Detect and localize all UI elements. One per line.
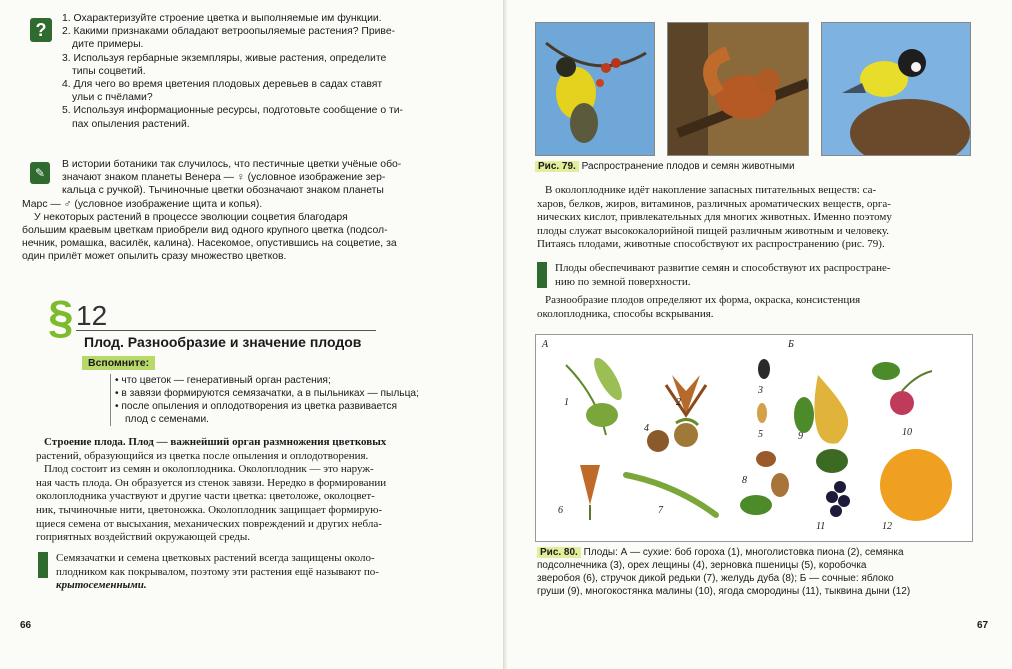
fig-number: 3 [758, 385, 763, 396]
fig-number: 9 [798, 431, 803, 442]
body-line: растений, образующийся из цветка после опыления и оплодотворения. [36, 449, 369, 462]
key-point-icon [38, 552, 48, 578]
fig79-caption-text: Распространение плодов и семян животными [581, 161, 795, 172]
section-sign: § [48, 291, 74, 343]
key-point-icon [537, 262, 547, 288]
fig-number: 12 [882, 521, 892, 532]
body-line: Строение плода. Плод — важнейший орган размножения цветковых [44, 436, 387, 448]
fig80-caption-line: зверобоя (6), стручок дикой редьки (7), желудь дуба (8); Б — сочные: яблоко [537, 573, 894, 584]
question-icon: ? [30, 18, 52, 42]
photo-bird-berries [535, 22, 655, 156]
info-line: нечник, ромашка, василёк, калина). Насекомое, опустившись на соцветие, за [22, 238, 397, 250]
question-line: 5. Используя информационные ресурсы, подготовьте сообщение о ти- [62, 105, 404, 117]
recall-item: • в завязи формируются семязачатки, а в пыльниках — пыльца; [115, 388, 419, 399]
fig-number: 1 [564, 397, 569, 408]
fig80-caption-line: груши (9), многокостянка малины (10), ягода смородины (11), тыквина дыни (12) [537, 586, 911, 597]
fig-number: 2 [676, 397, 681, 408]
left-page [0, 0, 505, 669]
variety-block [537, 294, 997, 321]
fig-number: 10 [902, 427, 912, 438]
section-title: Плод. Разнообразие и значение плодов [84, 334, 362, 350]
key-line: Семязачатки и семена цветковых растений всегда защищены около- [56, 552, 375, 564]
body-line: плоды служат высококалорийной пищей различным животным и человеку. [537, 224, 890, 237]
key-block [56, 552, 498, 593]
body-line: харов, белков, жиров, витаминов, различных ароматических веществ, орга- [537, 197, 891, 210]
page-number: 66 [20, 620, 32, 631]
question-line: 3. Используя гербарные экземпляры, живые растения, определите [62, 52, 387, 64]
fig-number: 5 [758, 429, 763, 440]
photo-tit-cone [821, 22, 971, 156]
puzzle-icon: ✎ [30, 162, 50, 184]
key-line: Плоды обеспечивают развитие семян и способствуют их распростране- [555, 262, 891, 274]
recall-item: плод с семенами. [125, 414, 209, 425]
fig79-label: Рис. 79. [535, 161, 579, 172]
key-line: крытосеменными. [56, 579, 147, 592]
body-line: В околоплоднике идёт накопление запасных питательных веществ: са- [545, 184, 877, 196]
fig80-caption-line: Плоды: А — сухие: боб гороха (1), многолистовка пиона (2), семянка [583, 547, 904, 558]
fig80-illustration [536, 335, 972, 541]
body-line: ник, тычиночные нити, цветоножка. Околоплодник защищает формирую- [36, 503, 383, 516]
info-line: В истории ботаники так случилось, что пестичные цветки учёные обо- [62, 159, 402, 170]
info-line: У некоторых растений в процессе эволюции соцветия благодаря [34, 211, 348, 223]
body-line: нических кислот, привлекательных для многих животных. Именно поэтому [537, 211, 892, 224]
question-line: ульи с пчёлами? [72, 92, 153, 104]
fig-number: 8 [742, 475, 747, 486]
fig-number: 7 [658, 505, 663, 516]
info-line: один прилёт может опылить сразу множество цветков. [22, 251, 287, 263]
key-line: нию по земной поверхности. [555, 275, 691, 288]
fig80-box [535, 334, 973, 542]
variety-line: околоплодника, способы вскрывания. [537, 307, 714, 320]
body-block [537, 184, 997, 252]
body-line: околоплодника участвуют и другие части цветка: цветоложе, околоцвет- [36, 490, 375, 503]
key-line: плодником как покрывалом, поэтому эти растения ещё называют по- [56, 565, 379, 578]
fig-number: 6 [558, 505, 563, 516]
recall-label: Вспомните: [82, 356, 155, 370]
page-number: 67 [977, 620, 989, 631]
body-line: Питаясь плодами, животные способствуют их распространению (рис. 79). [537, 238, 885, 251]
question-line: 2. Какими признаками обладают ветроопыляемые растения? Приве- [62, 26, 396, 38]
right-page [507, 0, 1012, 669]
recall-item: • что цветок — генеративный орган растения; [115, 375, 331, 386]
key-block [555, 262, 997, 289]
body-line: гоприятных воздействий окружающей среды. [36, 531, 251, 544]
fig79-caption [535, 160, 795, 173]
body-line: щиеся семена от высыхания, механических повреждений и других небла- [36, 517, 382, 530]
body-line: ная часть плода. Он образуется из стенок завязи. Нередко в формировании [36, 476, 387, 489]
variety-line: Разнообразие плодов определяют их форма, окраска, консистенция [545, 294, 861, 306]
question-line: пах опыления растений. [72, 118, 190, 130]
title-rule [76, 330, 376, 331]
recall-list [110, 374, 475, 426]
fig80-label: Рис. 80. [537, 547, 581, 558]
question-line: 4. Для чего во время цветения плодовых деревьев в садах ставят [62, 79, 383, 91]
section-number: 12 [76, 300, 108, 331]
info-line: значают знаком планеты Венера — ♀ (условное изображение зер- [62, 172, 386, 184]
recall-item: • после опыления и оплодотворения из цветка развивается [115, 401, 398, 412]
fig80-caption [537, 546, 977, 598]
fig-number: 11 [816, 521, 826, 532]
fig80-caption-line: подсолнечника (3), орех лещины (4), зерновка пшеницы (5), коробочка [537, 560, 867, 571]
question-line: типы соцветий. [72, 65, 146, 77]
info-line: кальца с ручкой). Тычиночные цветки обозначают знаком планеты [62, 185, 384, 197]
info-block [22, 158, 498, 264]
info-line: большим краевым цветкам приобрели вид одного крупного цветка (подсол- [22, 225, 388, 237]
photo-squirrel [667, 22, 809, 156]
fig-number: 4 [644, 423, 649, 434]
body-block [36, 436, 498, 545]
group-b-label: Б [788, 339, 794, 350]
questions-block [62, 12, 492, 131]
question-line: 1. Охарактеризуйте строение цветка и выполняемые им функции. [62, 13, 382, 24]
question-line: дите примеры. [72, 39, 144, 51]
group-a-label: А [542, 339, 549, 350]
body-line: Плод состоит из семян и околоплодника. Околоплодник — это наруж- [44, 463, 374, 476]
info-line: Марс — ♂ (условное изображение щита и копья). [22, 198, 263, 210]
